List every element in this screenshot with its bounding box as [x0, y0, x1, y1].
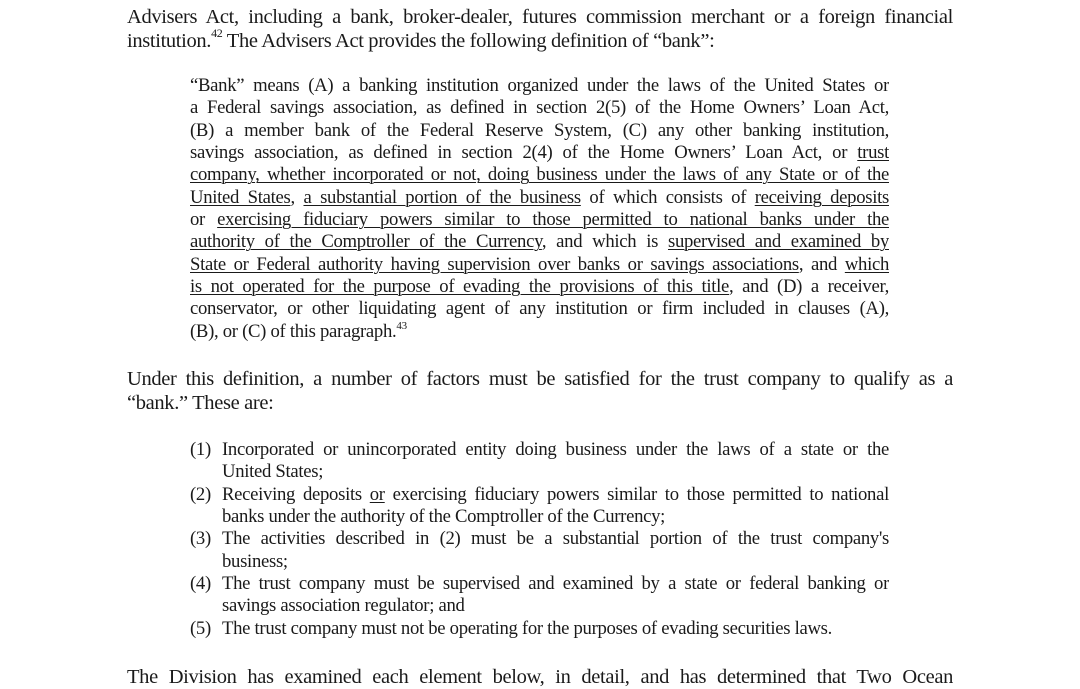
underlined-text: receiving deposits: [754, 186, 889, 208]
factor-item-5: [190, 618, 889, 640]
footnote-ref-42[interactable]: 42: [211, 26, 223, 41]
factor-text-part: Receiving deposits: [222, 483, 370, 505]
factor-number: (1): [190, 439, 211, 460]
quote-line: [190, 231, 889, 253]
quote-line: [190, 254, 889, 276]
quote-text: ,: [290, 186, 304, 208]
underlined-text: is not operated for the purpose of evading the provisions of this title: [190, 276, 730, 298]
underlined-text: United States: [190, 186, 291, 208]
factor-number: (2): [190, 483, 211, 505]
quote-text: , and: [798, 253, 845, 275]
factor-number: (3): [190, 528, 211, 550]
factor-text: Incorporated or unincorporated entity doing business under the laws of a state or the: [222, 439, 889, 460]
factor-text: United States;: [222, 461, 324, 483]
footnote-ref-43[interactable]: 43: [396, 320, 407, 332]
closing-line-1: The Division has examined each element below, in detail, and has determined that Two Ocean: [127, 666, 953, 688]
intro-text: institution.: [127, 30, 212, 53]
underlined-text: State or Federal authority having supervision over banks or savings associations: [190, 253, 799, 275]
factors-list: [190, 439, 889, 640]
quote-line: [190, 276, 889, 298]
factor-text: The activities described in (2) must be a substantial portion of the trust company's: [222, 528, 889, 550]
quote-line: [190, 142, 889, 164]
definition-paragraph: [127, 367, 953, 415]
quote-text: savings association, as defined in section 2(4) of the Home Owners’ Loan Act, or: [190, 142, 858, 164]
quote-line: a Federal savings association, as defined in section 2(5) of the Home Owners’ Loan Act,: [190, 97, 889, 119]
factor-text: The trust company must not be operating for the purposes of evading securities laws.: [222, 617, 833, 639]
quote-line: “Bank” means (A) a banking institution organized under the laws of the United States or: [190, 75, 889, 96]
underlined-text: supervised and examined by: [667, 231, 889, 253]
intro-line-2: [127, 26, 953, 53]
quote-line: [190, 164, 889, 186]
quote-text: or: [190, 209, 218, 231]
factor-item-3: [190, 528, 889, 573]
closing-paragraph: [127, 665, 953, 689]
factor-text: business;: [222, 550, 288, 572]
intro-paragraph: [127, 5, 953, 53]
factor-text-part: exercising fiduciary powers similar to those permitted to national: [384, 483, 889, 505]
underlined-text: which: [844, 253, 889, 275]
quote-text: , and which is: [541, 231, 668, 253]
underlined-text: company, whether incorporated or not, doing business under the laws of any State or of the: [190, 164, 889, 186]
factor-text: [222, 484, 889, 506]
quote-text: , and (D) a receiver,: [729, 276, 889, 298]
bank-definition-quote: [190, 75, 889, 343]
definition-line-2: “bank.” These are:: [127, 392, 274, 415]
factor-text: The trust company must be supervised and examined by a state or federal banking or: [222, 573, 889, 595]
underlined-text: authority of the Comptroller of the Currency: [190, 231, 542, 253]
definition-line-1: Under this definition, a number of factors must be satisfied for the trust company to qualify as a: [127, 368, 953, 390]
factor-item-1: [190, 439, 889, 484]
underlined-text: trust: [857, 142, 889, 164]
factor-item-2: [190, 484, 889, 529]
quote-line: [190, 187, 889, 209]
factor-text: banks under the authority of the Comptroller of the Currency;: [222, 506, 666, 528]
quote-line: [190, 321, 889, 343]
quote-line: (B) a member bank of the Federal Reserve System, (C) any other banking institution,: [190, 119, 889, 141]
intro-text-cont: The Advisers Act provides the following definition of “bank”:: [222, 30, 715, 53]
intro-line-1: Advisers Act, including a bank, broker-dealer, futures commission merchant or a foreign financial: [127, 6, 953, 28]
factor-item-4: [190, 573, 889, 618]
underlined-text: exercising fiduciary powers similar to those permitted to national banks under the: [217, 209, 889, 231]
underlined-text: or: [369, 483, 385, 505]
quote-line: [190, 209, 889, 231]
quote-text: of which consists of: [580, 186, 755, 208]
quote-line: conservator, or other liquidating agent of any institution or firm included in clauses (A),: [190, 298, 889, 320]
quote-text: (B), or (C) of this paragraph.: [190, 320, 397, 342]
underlined-text: a substantial portion of the business: [303, 186, 581, 208]
factor-number: (4): [190, 573, 211, 595]
factor-text: savings association regulator; and: [222, 595, 465, 617]
factor-number: (5): [190, 617, 211, 639]
